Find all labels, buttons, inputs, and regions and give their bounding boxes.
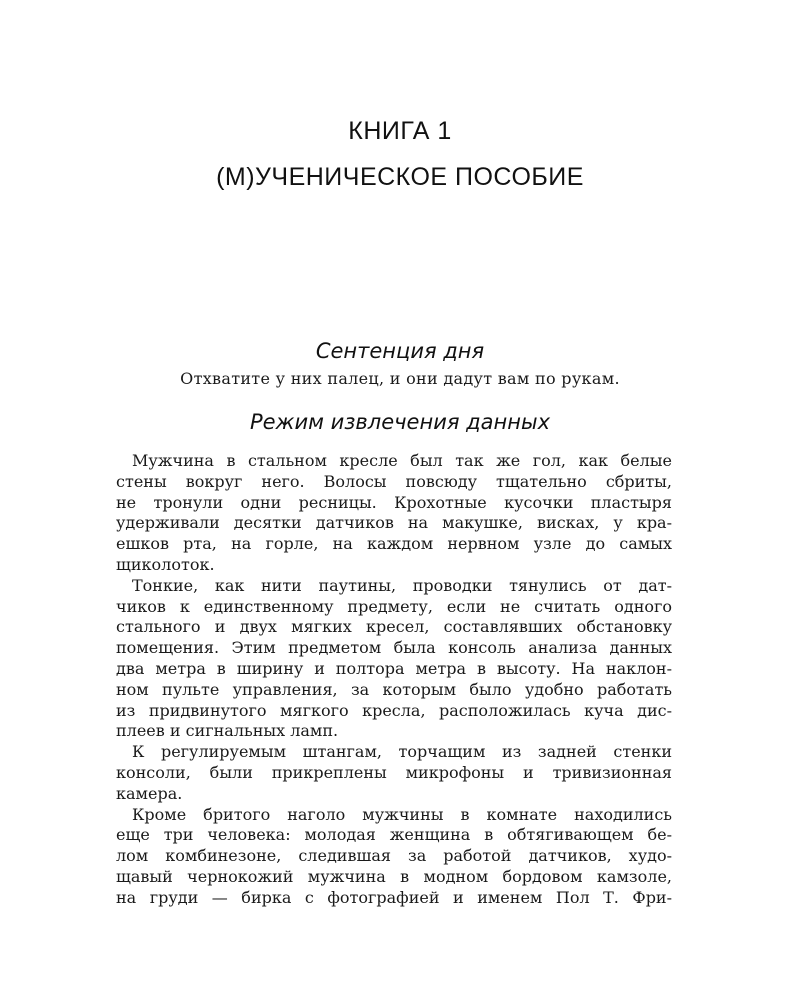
paragraph-line: стены вокруг него. Волосы повсюду тщательно сбриты, <box>116 471 672 491</box>
paragraph-line: помещения. Этим предметом была консоль анализа данных <box>116 638 672 658</box>
paragraph-line: щавый чернокожий мужчина в модном бордовом камзоле, <box>116 866 672 886</box>
paragraph-line: камера. <box>116 783 183 803</box>
paragraph-line: стального и двух мягких кресел, составлявших обстановку <box>116 617 672 637</box>
paragraph-line: плеев и сигнальных ламп. <box>116 721 339 741</box>
body-text <box>116 451 672 909</box>
paragraph <box>116 576 672 742</box>
sentence-heading: Сентенция дня <box>315 339 485 363</box>
paragraph-line: лом комбинезоне, следившая за работой датчиков, худо- <box>116 846 672 866</box>
paragraph-line: ном пульте управления, за которым было удобно работать <box>116 679 672 699</box>
paragraph-line: чиков к единственному предмету, если не считать одного <box>116 596 672 616</box>
paragraph-line: К регулируемым штангам, торчащим из задней стенки <box>132 742 672 762</box>
paragraph-line: на груди — бирка с фотографией и именем Пол Т. Фри- <box>116 887 672 907</box>
paragraph-line: еще три человека: молодая женщина в обтягивающем бе- <box>116 825 672 845</box>
paragraph-line: не тронули одни ресницы. Крохотные кусочки пластыря <box>116 492 672 512</box>
paragraph <box>116 805 672 909</box>
paragraph-line: Кроме бритого наголо мужчины в комнате находились <box>132 804 672 824</box>
paragraph-line: Тонкие, как нити паутины, проводки тянулись от дат- <box>132 575 672 595</box>
book-number: КНИГА 1 <box>348 117 452 145</box>
paragraph-line: ешков рта, на горле, на каждом нервном узле до самых <box>116 534 672 554</box>
book-title: (М)УЧЕНИЧЕСКОЕ ПОСОБИЕ <box>216 163 584 191</box>
paragraph-line: Мужчина в стальном кресле был так же гол, как белые <box>132 451 672 470</box>
paragraph-line: консоли, были прикреплены микрофоны и тривизионная <box>116 762 672 782</box>
paragraph-line: из придвинутого мягкого кресла, расположилась куча дис- <box>116 700 672 720</box>
paragraph-line: щиколоток. <box>116 554 215 574</box>
section-heading: Режим извлечения данных <box>249 410 551 434</box>
sentence-text: Отхватите у них палец, и они дадут вам по рукам. <box>180 369 620 388</box>
paragraph-line: два метра в ширину и полтора метра в высоту. На наклон- <box>116 658 672 678</box>
paragraph <box>116 451 672 576</box>
paragraph-line: удерживали десятки датчиков на макушке, висках, у кра- <box>116 513 672 533</box>
paragraph <box>116 742 672 804</box>
